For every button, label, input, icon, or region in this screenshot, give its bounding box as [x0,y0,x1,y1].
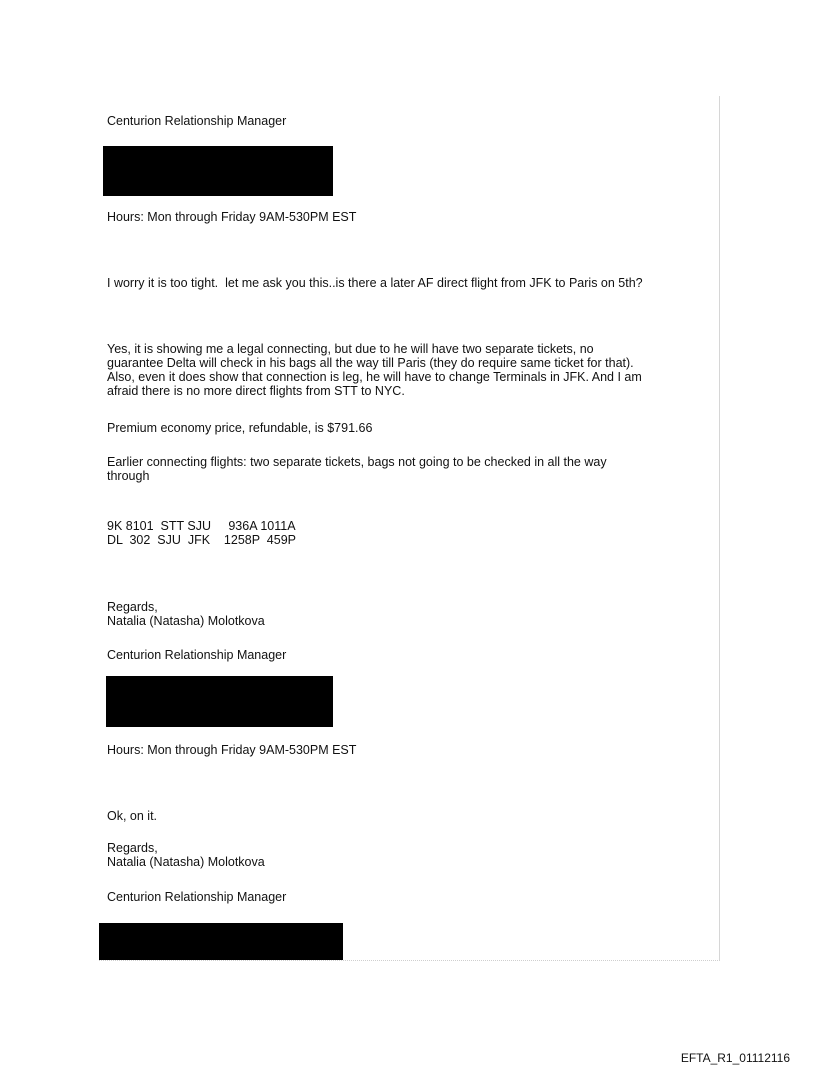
question-text: I worry it is too tight. let me ask you this..is there a later AF direct flight from JFK to Paris on 5th? [107,276,643,290]
flight-row: 9K 8101 STT SJU 936A 1011A [107,519,296,533]
regards-text: Regards, [107,600,158,614]
signature-hours: Hours: Mon through Friday 9AM-530PM EST [107,743,357,757]
document-id: EFTA_R1_01112116 [680,1051,790,1065]
earlier-flights-line: Earlier connecting flights: two separate tickets, bags not going to be checked in all the way [107,455,607,469]
redaction-box [103,146,333,196]
reply-line: afraid there is no more direct flights from STT to NYC. [107,384,405,398]
earlier-flights-line: through [107,469,150,483]
signature-title: Centurion Relationship Manager [107,114,287,128]
sender-name: Natalia (Natasha) Molotkova [107,855,265,869]
signature-hours: Hours: Mon through Friday 9AM-530PM EST [107,210,357,224]
regards-text: Regards, [107,841,158,855]
reply-line: Also, even it does show that connection is leg, he will have to change Terminals in JFK. And I am [107,370,642,384]
reply-line: Yes, it is showing me a legal connecting, but due to he will have two separate tickets, no [107,342,594,356]
message-body: Ok, on it. [107,809,158,823]
signature-title: Centurion Relationship Manager [107,648,287,662]
signature-title: Centurion Relationship Manager [107,890,287,904]
reply-line: guarantee Delta will check in his bags all the way till Paris (they do require same ticket for that). [107,356,634,370]
redaction-box [106,676,333,727]
sender-name: Natalia (Natasha) Molotkova [107,614,265,628]
flight-row: DL 302 SJU JFK 1258P 459P [107,533,296,547]
redaction-box [99,923,343,960]
price-text: Premium economy price, refundable, is $791.66 [107,421,373,435]
